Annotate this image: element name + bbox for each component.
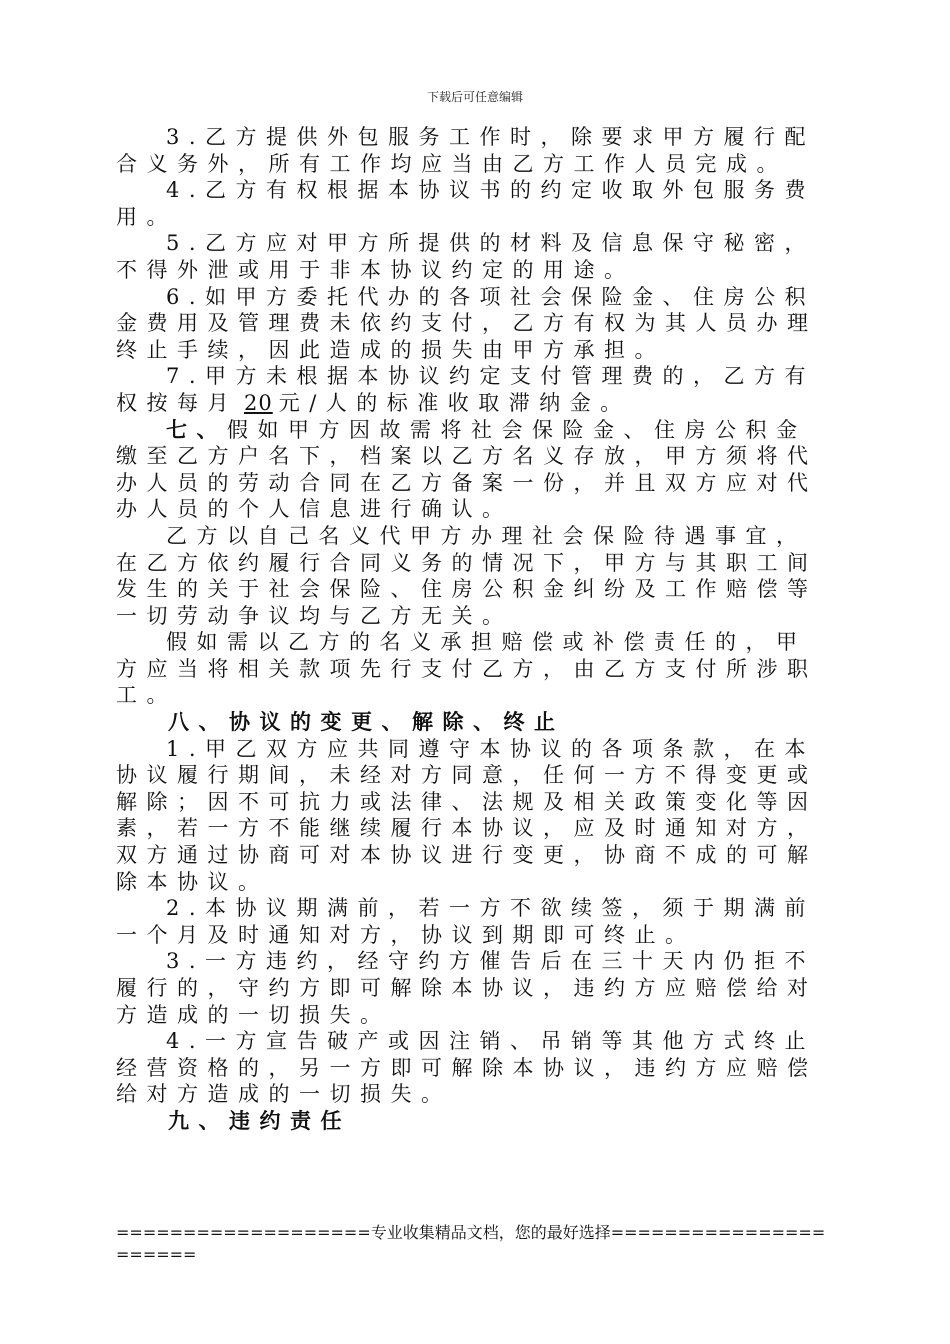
section-7-text: 假如甲方因故需将社会保险金、住房公积金缴至乙方户名下，档案以乙方名义存放，甲方须将代办人员的劳动合同在乙方备案一份，并且双方应对代办人员的个人信息进行确认。	[116, 417, 818, 522]
clause-6-5: 5.乙方应对甲方所提供的材料及信息保守秘密，不得外泄或用于非本协议约定的用途。	[116, 231, 816, 282]
clause-8-3: 3.一方违约，经守约方催告后在三十天内仍拒不履行的，守约方即可解除本协议，违约方应赔偿给对方造成的一切损失。	[116, 949, 818, 1027]
section-8-heading: 八、协议的变更、解除、终止	[168, 709, 565, 735]
clause-8-1: 1.甲乙双方应共同遵守本协议的各项条款，在本协议履行期间，未经对方同意，任何一方不得变更或解除；因不可抗力或法律、法规及相关政策变化等因素，若一方不能继续履行本协议，应及时通知对方，双方通过协商可对本协议进行变更，协商不成的可解除本协议。	[116, 736, 818, 894]
clause-6-6: 6.如甲方委托代办的各项社会保险金、住房公积金费用及管理费未依约支付，乙方有权为其人员办理终止手续，因此造成的损失由甲方承担。	[116, 284, 818, 362]
page-header: 下载后可任意编辑	[426, 90, 523, 104]
section-7-label: 七、	[166, 416, 227, 442]
clause-6-7-text-a: 7.甲方未根据本协议约定支付管理费的，乙方有权按每月	[116, 364, 816, 415]
section-7-paragraph-2: 乙方以自己名义代甲方办理社会保险待遇事宜，在乙方依约履行合同义务的情况下，甲方与其职工间发生的关于社会保险、住房公积金纠纷及工作赔偿等一切劳动争议均与乙方无关。	[116, 523, 818, 628]
document-body	[116, 124, 836, 1135]
clause-6-4: 4.乙方有权根据本协议书的约定收取外包服务费用。	[116, 178, 816, 229]
late-fee-amount: 20	[244, 390, 273, 415]
section-7-paragraph-3: 假如需以乙方的名义承担赔偿或补偿责任的，甲方应当将相关款项先行支付乙方，由乙方支付所涉职工。	[116, 630, 818, 708]
page-footer: ===================专业收集精品文档，您的最好选择======================	[116, 1223, 826, 1264]
clause-6-7	[116, 363, 836, 416]
clause-6-7-text-b: 元/人的标准收取滞纳金。	[278, 390, 631, 415]
clause-8-4: 4.一方宣告破产或因注销、吊销等其他方式终止经营资格的，另一方即可解除本协议，违约方应赔偿给对方造成的一切损失。	[116, 1029, 818, 1107]
clause-6-3: 3.乙方提供外包服务工作时，除要求甲方履行配合义务外，所有工作均应当由乙方工作人员完成。	[116, 125, 816, 176]
section-7-paragraph-1	[116, 417, 836, 523]
clause-8-2: 2.本协议期满前，若一方不欲续签，须于期满前一个月及时通知对方，协议到期即可终止。	[116, 896, 816, 947]
section-9-heading: 九、违约责任	[168, 1107, 351, 1133]
